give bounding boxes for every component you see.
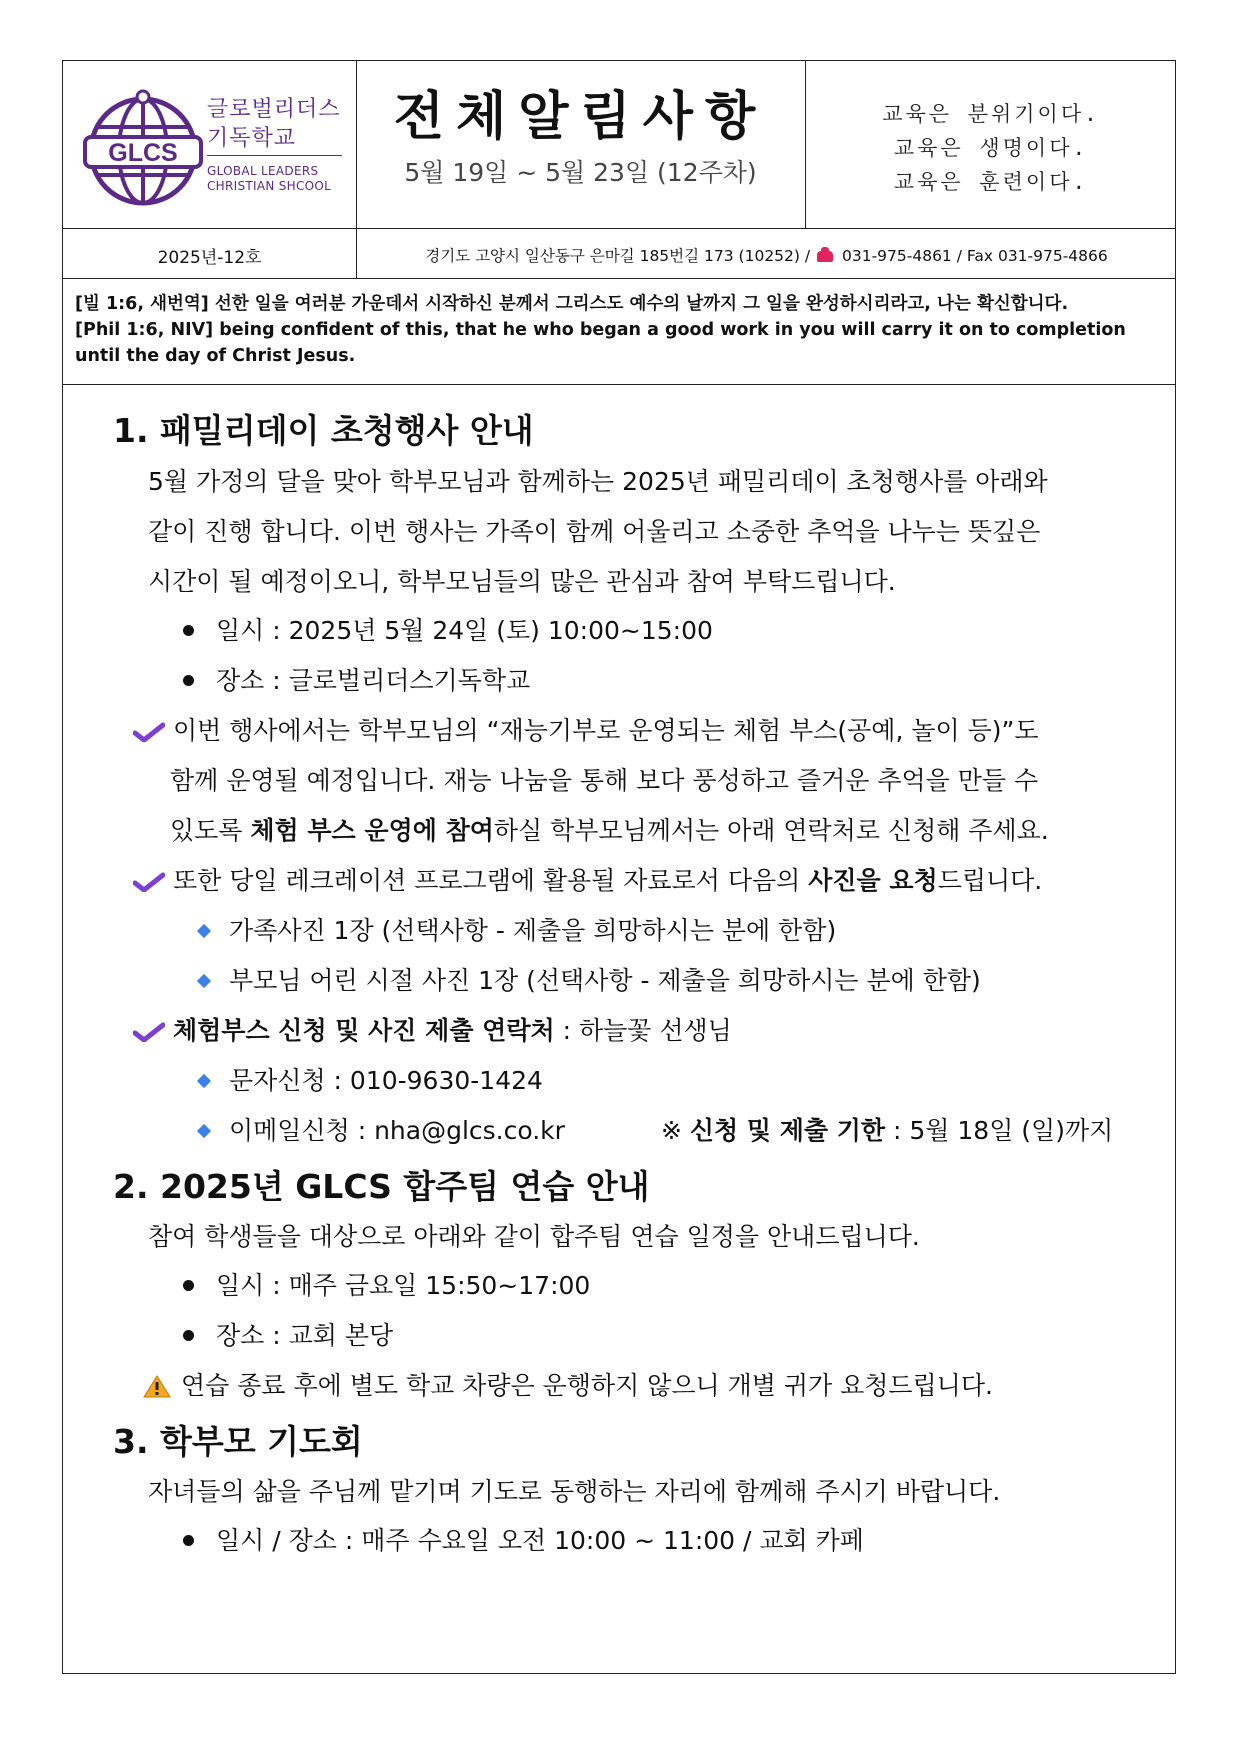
motto-line: 교육은 생명이다. <box>893 136 1089 160</box>
address-line <box>356 244 1177 266</box>
sub-item <box>199 1106 565 1156</box>
section-heading: 2. 2025년 GLCS 합주팀 연습 안내 <box>113 1167 650 1206</box>
address: 경기도 고양시 일산동구 은마길 185번길 173 (10252) / <box>425 247 811 265</box>
paragraph-line: 있도록 체험 부스 운영에 참여하실 학부모님께서는 아래 연락처로 신청해 주세요. <box>170 816 1049 845</box>
paragraph-line: 같이 진행 합니다. 이번 행사는 가족이 함께 어울리고 소중한 추억을 나누는 뜻깊은 <box>148 517 1041 546</box>
issue-number: 2025년-12호 <box>157 248 262 268</box>
deadline: ※ 신청 및 제출 기한 : 5월 18일 (일)까지 <box>661 1116 1114 1145</box>
bible-verse <box>75 291 1167 369</box>
logo-ko-line2: 기독학교 <box>207 126 297 151</box>
warning-note: 연습 종료 후에 별도 학교 차량은 운행하지 않으니 개별 귀가 요청드립니다. <box>143 1361 993 1411</box>
diamond-bullet-icon <box>197 924 211 938</box>
email-contact: 이메일신청 : nha@glcs.co.kr <box>229 1116 565 1145</box>
paragraph-line: 함께 운영될 예정입니다. 재능 나눔을 통해 보다 풍성하고 즐거운 추억을 만들 수 <box>170 766 1039 795</box>
verse-english: [Phil 1:6, NIV] being confident of this, that he who began a good work in you will carry it on to completion until the day of Christ Jesus. <box>75 320 1126 366</box>
section-heading: 1. 패밀리데이 초청행사 안내 <box>113 411 534 450</box>
sub-item: 부모님 어린 시절 사진 1장 (선택사항 - 제출을 희망하시는 분에 한함) <box>199 956 981 1006</box>
logo-badge: GLCS <box>108 139 178 167</box>
paragraph-line: 자녀들의 삶을 주님께 맡기며 기도로 동행하는 자리에 함께해 주시기 바랍니다. <box>148 1477 1001 1506</box>
verse-korean: [빌 1:6, 새번역] 선한 일을 여러분 가운데서 시작하신 분께서 그리스도 예수의 날까지 그 일을 완성하시리라고, 나는 확신합니다. <box>75 294 1069 314</box>
page-title: 전체알림사항 <box>393 87 768 147</box>
check-icon <box>133 1022 165 1042</box>
motto-line: 교육은 훈련이다. <box>893 170 1089 194</box>
sub-item: 가족사진 1장 (선택사항 - 제출을 희망하시는 분에 한함) <box>199 906 836 956</box>
list-item <box>183 606 713 656</box>
emphasis: 체험부스 신청 및 사진 제출 연락처 <box>173 1016 555 1045</box>
paragraph-line: 5월 가정의 달을 맞아 학부모님과 함께하는 2025년 패밀리데이 초청행사를 아래와 <box>148 467 1048 496</box>
logo-text <box>207 95 342 194</box>
diamond-bullet-icon <box>197 974 211 988</box>
info-row <box>63 229 1175 279</box>
section-heading: 3. 학부모 기도회 <box>113 1422 363 1461</box>
check-text: 이번 행사에서는 학부모님의 “재능기부로 운영되는 체험 부스(공예, 놀이 등)”도 <box>173 716 1039 745</box>
bullet-icon <box>183 675 194 686</box>
diamond-bullet-icon <box>197 1074 211 1088</box>
page-subtitle: 5월 19일 ~ 5월 23일 (12주차) <box>404 158 757 187</box>
check-item <box>133 706 1173 756</box>
bullet-icon <box>183 1330 194 1341</box>
newsletter-frame <box>62 60 1176 1674</box>
emphasis: 체험 부스 운영에 참여 <box>250 816 494 845</box>
header-row <box>63 61 1175 229</box>
warning-icon <box>143 1374 171 1398</box>
event-date: 일시 : 2025년 5월 24일 (토) 10:00~15:00 <box>216 616 713 645</box>
list-item: 일시 : 매주 금요일 15:50~17:00 <box>183 1261 590 1311</box>
emphasis: 사진을 요청 <box>808 866 938 895</box>
check-item: 또한 당일 레크레이션 프로그램에 활용될 자료로서 다음의 사진을 요청드립니다. <box>133 856 1173 906</box>
verse-row <box>63 279 1175 385</box>
list-item: 일시 / 장소 : 매주 수요일 오전 10:00 ~ 11:00 / 교회 카페 <box>183 1516 864 1566</box>
globe-logo-icon <box>81 87 205 211</box>
check-item: 체험부스 신청 및 사진 제출 연락처 : 하늘꽃 선생님 <box>133 1006 1173 1056</box>
check-icon <box>133 872 165 892</box>
sub-item <box>199 1056 543 1106</box>
phone-fax: 031-975-4861 / Fax 031-975-4866 <box>841 247 1108 265</box>
bullet-icon <box>183 1280 194 1291</box>
sms-contact: 문자신청 : 010-9630-1424 <box>229 1066 543 1095</box>
motto-line: 교육은 분위기이다. <box>882 102 1100 126</box>
bullet-icon <box>183 1535 194 1546</box>
bullet-icon <box>183 625 194 636</box>
check-icon <box>133 722 165 742</box>
phone-icon <box>817 251 833 262</box>
list-item <box>183 656 530 706</box>
logo-en-line2: CHRISTIAN SHCOOL <box>207 179 332 193</box>
event-place: 장소 : 글로벌리더스기독학교 <box>216 666 531 695</box>
logo-rule <box>207 155 342 156</box>
motto <box>805 97 1177 199</box>
list-item: 장소 : 교회 본당 <box>183 1311 393 1361</box>
logo-en-line1: GLOBAL LEADERS <box>207 164 319 178</box>
paragraph-line: 참여 학생들을 대상으로 아래와 같이 합주팀 연습 일정을 안내드립니다. <box>148 1222 920 1251</box>
logo-ko-line1: 글로벌리더스 <box>207 97 341 122</box>
diamond-bullet-icon <box>197 1124 211 1138</box>
paragraph-line: 시간이 될 예정이오니, 학부모님들의 많은 관심과 참여 부탁드립니다. <box>148 567 896 596</box>
